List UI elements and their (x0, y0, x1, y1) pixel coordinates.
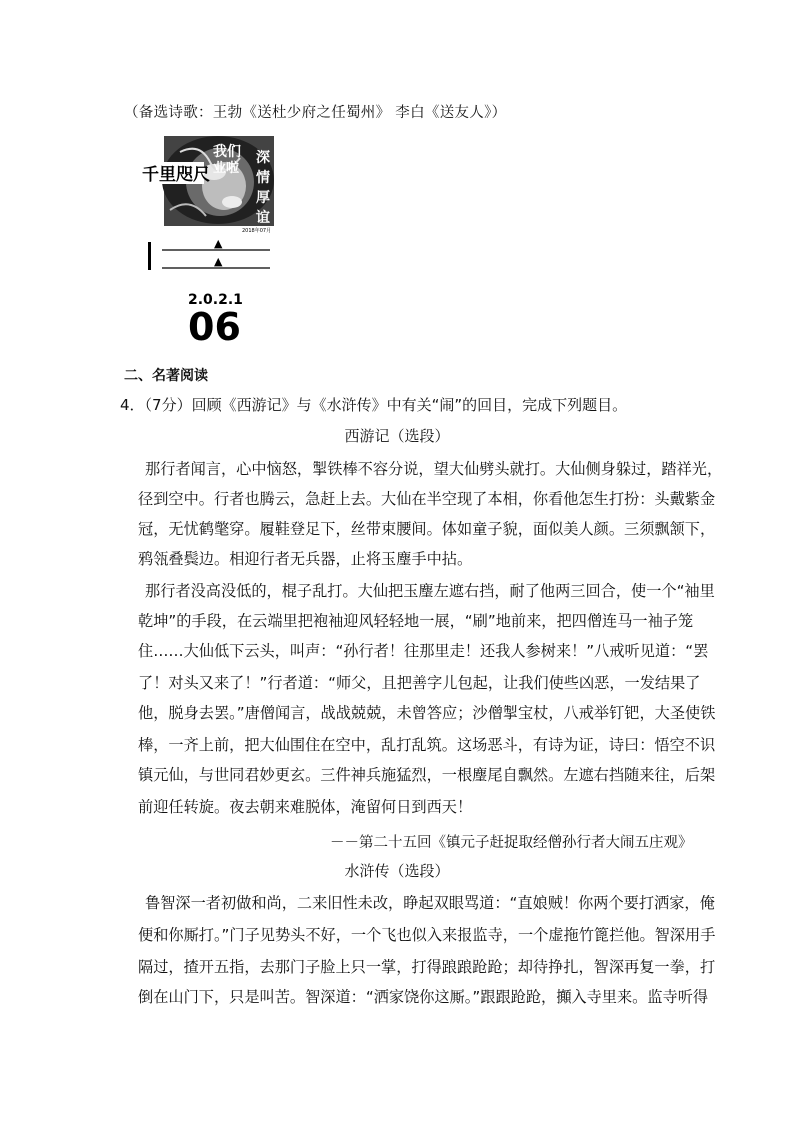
xiyouji-line: 鸦瓴叠鬓边。相迎行者无兵器，止将玉麈手中拈。 (138, 550, 473, 568)
xiyouji-line: 住……大仙低下云头，叫声：“孙行者！往那里走！还我人参树来！”八戒听见道：“罢 (138, 642, 709, 660)
alternative-poems-note: （备选诗歌：王勃《送杜少府之任蜀州》 李白《送友人》） (124, 105, 507, 121)
poster-vertical-text: 我们 (213, 144, 241, 160)
xiyouji-line: 前迎任转旋。夜去朝来难脱体，淹留何日到西天！ (138, 798, 473, 816)
poster-vertical-text-6: 谊 (256, 210, 270, 226)
poster-graphic (140, 132, 274, 348)
poster-vertical-text-4: 情 (256, 170, 270, 186)
triangle-mark-2: ▲ (214, 255, 223, 268)
xiyouji-line: 了！对头又来了！”行者道：“师父，且把善字儿包起，让我们使些凶恶，一发结果了 (138, 674, 701, 692)
question-4: 4．（7分）回顾《西游记》与《水浒传》中有关“闹”的回目，完成下列题目。 (120, 396, 628, 414)
poster-vertical-text-5: 厚 (256, 190, 270, 206)
xiyouji-line: 那行者闻言，心中恼怒，掣铁棒不容分说，望大仙劈头就打。大仙侧身躲过，踏祥光， (145, 460, 723, 478)
xiyouji-line: 那行者没高没低的，棍子乱打。大仙把玉麈左遮右挡，耐了他两三回合，使一个“袖里 (145, 582, 715, 600)
shuihu-line: 便和你厮打。”门子见势头不好，一个飞也似入来报监寺，一个虚拖竹篦拦他。智深用手 (138, 926, 716, 944)
poster-headline: 千里咫尺 (142, 165, 210, 185)
shuihu-line: 鲁智深一者初做和尚，二来旧性未改，睁起双眼骂道：“直娘贼！你两个要打洒家，俺 (145, 894, 715, 912)
poster-vertical-text-2: 业啦 (213, 161, 240, 176)
xiyouji-line: 冠，无忧鹤氅穿。履鞋登足下，丝带束腰间。体如童子貌，面似美人颜。三须飘颔下， (138, 520, 716, 538)
xiyouji-line: 棒，一齐上前，把大仙围住在空中，乱打乱筑。这场恶斗，有诗为证，诗曰：悟空不识 (138, 736, 716, 754)
poster-vertical-text-3: 深 (256, 150, 270, 166)
poster-date-day: 06 (188, 305, 241, 348)
shuihu-title: 水浒传（选段） (344, 862, 450, 880)
xiyouji-line: 镇元仙，与世同君妙更玄。三件神兵施猛烈，一根麈尾自飘然。左遮右挡随来往，后架 (138, 766, 716, 784)
xiyouji-line: 他，脱身去罢。”唐僧闻言，战战兢兢，未曾答应；沙僧掣宝杖，八戒举钉钯，大圣使铁 (138, 704, 716, 722)
poster-image (140, 132, 274, 348)
shuihu-line: 倒在山门下，只是叫苦。智深道：“洒家饶你这厮。”跟跟跄跄，攧入寺里来。监寺听得 (138, 988, 709, 1006)
section-heading: 二、名著阅读 (124, 368, 208, 384)
xiyouji-line: 乾坤”的手段，在云端里把袍袖迎风轻轻地一展，“刷”地前来，把四僧连马一袖子笼 (138, 612, 694, 630)
triangle-mark-1: ▲ (214, 237, 223, 250)
xiyouji-line: 径到空中。行者也腾云，急赶上去。大仙在半空现了本相，你看他怎生打扮：头戴紫金 (138, 490, 716, 508)
poster-caption: 2018年07月 (242, 228, 272, 234)
shuihu-line: 隔过，揸开五指，去那门子脸上只一掌，打得踉踉跄跄；却待挣扎，智深再复一拳，打 (138, 958, 716, 976)
poster-date-year: 2.0.2.1 (188, 292, 243, 308)
xiyouji-source: －－第二十五回《镇元子赶捉取经僧孙行者大闹五庄观》 (330, 835, 693, 851)
xiyouji-title: 西游记（选段） (344, 427, 450, 445)
